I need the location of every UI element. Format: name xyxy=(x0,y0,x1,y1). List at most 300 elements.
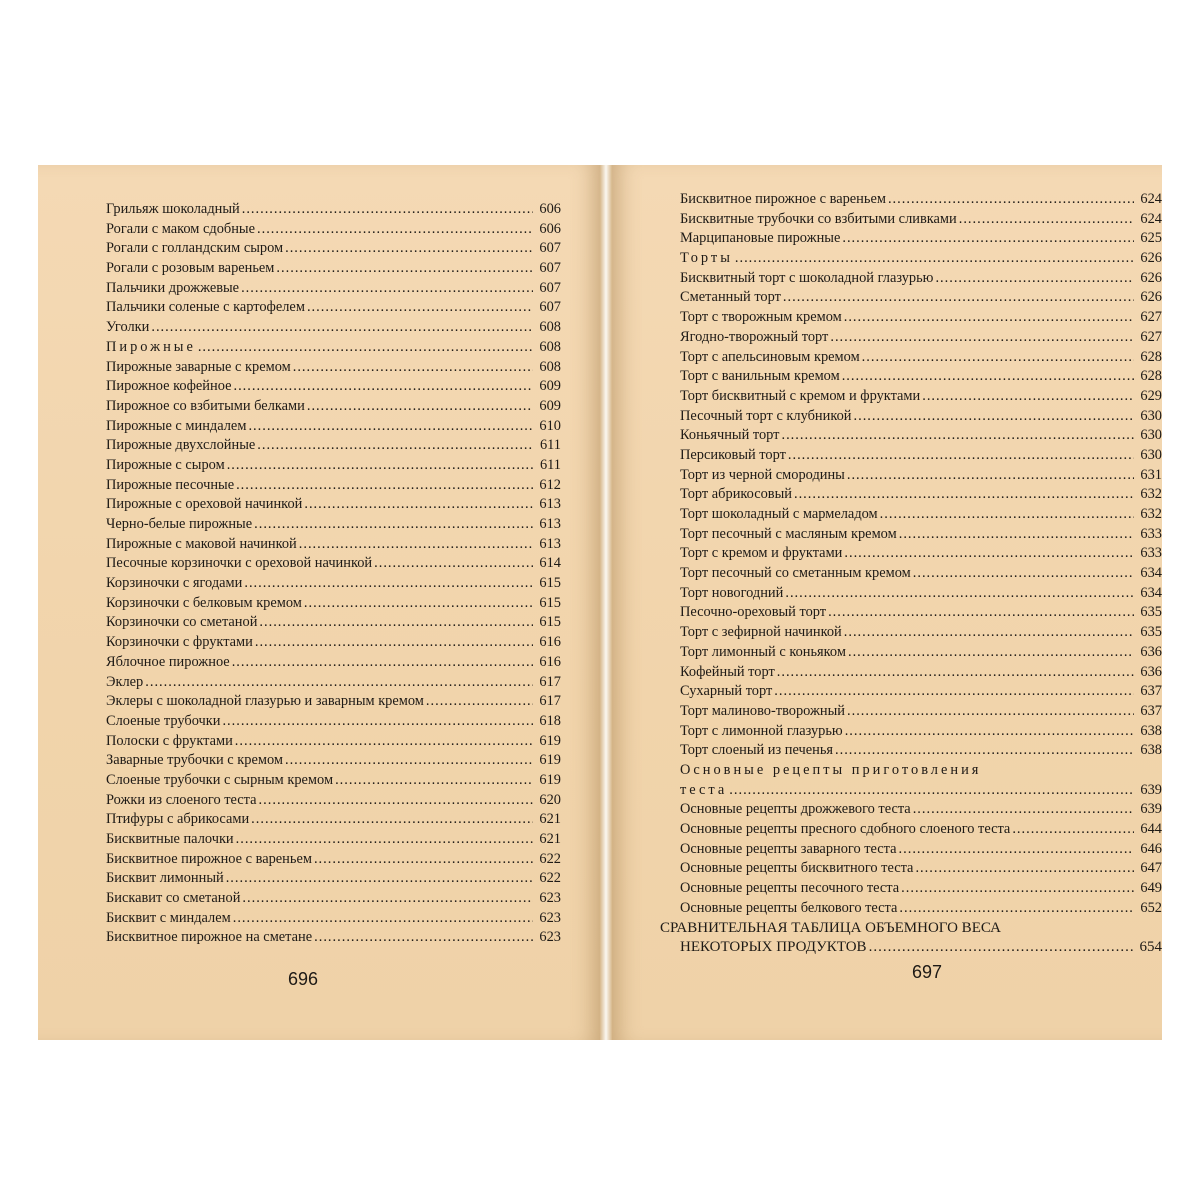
toc-entry xyxy=(680,702,1162,722)
toc-entry xyxy=(106,613,561,633)
toc-entry xyxy=(106,673,561,693)
toc-entry xyxy=(106,594,561,614)
toc-entry-page: 630 xyxy=(1140,446,1162,463)
toc-entry-page: 621 xyxy=(539,831,561,847)
leader-dots xyxy=(251,810,533,830)
toc-entry-title: Пальчики дрожжевые xyxy=(106,279,240,296)
toc-entry-title: Бисквит с миндалем xyxy=(106,909,231,926)
leader-dots xyxy=(285,751,533,771)
toc-entry-title: Торт с кремом и фруктами xyxy=(680,545,843,562)
leader-dots xyxy=(226,869,533,889)
toc-entry xyxy=(106,358,561,378)
toc-entry-page: 632 xyxy=(1140,486,1162,503)
leader-dots xyxy=(901,879,1134,899)
book-gutter xyxy=(600,165,612,1040)
toc-entry-page: 615 xyxy=(539,575,561,592)
leader-dots xyxy=(304,495,533,515)
leader-dots xyxy=(314,850,533,870)
leader-dots xyxy=(145,673,533,693)
toc-entry xyxy=(680,722,1162,742)
left-page xyxy=(38,165,600,1040)
toc-entry xyxy=(106,810,561,830)
toc-entry xyxy=(680,210,1162,230)
toc-entry xyxy=(680,840,1162,860)
leader-dots xyxy=(915,859,1134,879)
leader-dots xyxy=(248,417,533,437)
toc-entry-title: Пирожные заварные с кремом xyxy=(106,358,291,375)
toc-entry-page: 620 xyxy=(539,791,561,808)
toc-entry-page: 614 xyxy=(539,555,561,572)
leader-dots xyxy=(774,682,1134,702)
appendix-heading xyxy=(660,918,1162,958)
toc-entry-page: 613 xyxy=(539,516,561,532)
toc-entry-title: Корзиночки со сметаной xyxy=(106,614,258,631)
leader-dots xyxy=(259,791,533,811)
toc-entry xyxy=(106,850,561,870)
leader-dots xyxy=(257,436,533,456)
toc-entry-title: Основные рецепты песочного теста xyxy=(680,880,900,897)
leader-dots xyxy=(314,928,533,948)
leader-dots xyxy=(794,485,1134,505)
toc-entry xyxy=(680,859,1162,879)
toc-entry xyxy=(680,800,1162,820)
toc-entry-page: 625 xyxy=(1140,230,1162,247)
toc-entry-title: Песочный торт с клубникой xyxy=(680,407,852,424)
leader-dots xyxy=(257,220,533,240)
leader-dots xyxy=(304,594,533,614)
leader-dots xyxy=(854,407,1135,427)
toc-entry-title: Бисквитное пирожное с вареньем xyxy=(680,191,886,207)
leader-dots xyxy=(785,584,1134,604)
toc-entry-title: Торт бисквитный с кремом и фруктами xyxy=(680,387,921,404)
toc-entry xyxy=(680,426,1162,446)
right-table-of-contents xyxy=(660,190,1162,958)
leader-dots xyxy=(783,288,1134,308)
toc-entry xyxy=(680,367,1162,387)
leader-dots xyxy=(913,800,1134,820)
leader-dots xyxy=(235,732,533,752)
toc-entry-title: Бисквит лимонный xyxy=(106,870,224,887)
toc-entry xyxy=(680,269,1162,289)
leader-dots xyxy=(935,269,1134,289)
toc-entry-page: 623 xyxy=(539,929,561,946)
leader-dots xyxy=(844,623,1134,643)
leader-dots xyxy=(285,239,533,259)
toc-entry xyxy=(106,200,561,220)
leader-dots xyxy=(198,338,533,358)
leader-dots xyxy=(227,456,533,476)
toc-entry-title: Песочные корзиночки с ореховой начинкой xyxy=(106,555,373,572)
toc-entry-title: Кофейный торт xyxy=(680,663,775,680)
toc-entry-title: Торт лимонный с коньяком xyxy=(680,643,846,660)
toc-entry xyxy=(106,928,561,948)
toc-entry-title: Коньячный торт xyxy=(680,427,780,444)
toc-entry-page: 633 xyxy=(1140,525,1162,542)
left-table-of-contents xyxy=(106,200,561,948)
toc-entry xyxy=(106,279,561,299)
toc-entry xyxy=(680,564,1162,584)
toc-entry xyxy=(106,791,561,811)
toc-entry xyxy=(680,879,1162,899)
leader-dots xyxy=(830,328,1134,348)
page-number-left: 696 xyxy=(288,969,319,989)
toc-entry-title: Сухарный торт xyxy=(680,683,773,700)
toc-entry-title: Черно-белые пирожные xyxy=(106,516,253,532)
toc-entry-page: 649 xyxy=(1140,880,1162,897)
toc-entry xyxy=(106,653,561,673)
toc-entry xyxy=(680,505,1162,525)
leader-dots xyxy=(888,190,1134,210)
toc-entry-page: 611 xyxy=(539,437,561,454)
toc-entry xyxy=(106,869,561,889)
toc-entry-title: Пирожные с ореховой начинкой xyxy=(106,496,303,513)
leader-dots xyxy=(899,899,1134,919)
toc-entry-page: 631 xyxy=(1140,466,1162,483)
toc-entry xyxy=(106,298,561,318)
toc-entry xyxy=(106,220,561,240)
toc-entry-page: 627 xyxy=(1140,328,1162,345)
toc-entry-title: Пирожные с миндалем xyxy=(106,417,247,434)
toc-entry-page: 635 xyxy=(1140,624,1162,641)
leader-dots xyxy=(307,298,533,318)
appendix-page: 654 xyxy=(1139,939,1162,956)
toc-entry xyxy=(106,417,561,437)
leader-dots xyxy=(729,781,1134,801)
toc-entry xyxy=(680,348,1162,368)
toc-entry-title: Торт абрикосовый xyxy=(680,486,792,503)
toc-entry-title: Основные рецепты бисквитного теста xyxy=(680,860,914,877)
toc-entry-page: 613 xyxy=(539,535,561,552)
toc-entry-page: 634 xyxy=(1140,584,1162,601)
leader-dots xyxy=(242,200,533,220)
leader-dots xyxy=(374,554,533,574)
toc-entry-page: 607 xyxy=(539,299,561,316)
toc-entry-title: Бисквитные палочки xyxy=(106,831,234,847)
toc-entry-title: Бисквитный торт с шоколадной глазурью xyxy=(680,269,934,286)
section-title-line-1: Основные рецепты приготовления xyxy=(680,761,982,778)
toc-entry-title: Торт песочный с масляным кремом xyxy=(680,525,897,542)
toc-entry xyxy=(680,190,1162,210)
leader-dots xyxy=(844,308,1134,328)
toc-entry xyxy=(680,584,1162,604)
toc-entry-title: Слоеные трубочки с сырным кремом xyxy=(106,771,334,788)
toc-entry xyxy=(680,603,1162,623)
leader-dots xyxy=(236,476,533,496)
toc-entry-page: 636 xyxy=(1140,663,1162,680)
leader-dots xyxy=(735,249,1134,269)
toc-entry-page: 616 xyxy=(539,653,561,670)
page-number-right: 697 xyxy=(912,962,943,982)
right-page xyxy=(612,165,1162,1040)
toc-entry-title: Торт новогодний xyxy=(680,584,784,601)
toc-entry xyxy=(680,643,1162,663)
toc-entry-title: Основные рецепты заварного теста xyxy=(680,840,897,857)
toc-entry-page: 607 xyxy=(539,279,561,296)
toc-entry-page: 612 xyxy=(539,476,561,493)
toc-entry xyxy=(680,485,1162,505)
leader-dots xyxy=(848,643,1134,663)
toc-entry-title: Слоеные трубочки xyxy=(106,712,221,729)
toc-entry xyxy=(106,771,561,791)
leader-dots xyxy=(899,840,1134,860)
toc-entry-page: 623 xyxy=(539,890,561,907)
toc-entry-page: 608 xyxy=(539,319,561,336)
toc-entry xyxy=(106,574,561,594)
appendix-heading-entry xyxy=(660,938,1162,958)
toc-entry xyxy=(680,466,1162,486)
toc-entry-page: 633 xyxy=(1140,545,1162,562)
toc-entry-title: Торт шоколадный с мармеладом xyxy=(680,506,878,522)
toc-entry-title: Грильяж шоколадный xyxy=(106,201,240,217)
toc-entry-title: Бисквитное пирожное на сметане xyxy=(106,929,313,946)
toc-entry-title: Пальчики соленые с картофелем xyxy=(106,299,305,316)
leader-dots xyxy=(151,318,533,338)
toc-entry xyxy=(680,308,1162,328)
toc-entry xyxy=(106,456,561,476)
leader-dots xyxy=(899,525,1134,545)
toc-entry-page: 622 xyxy=(539,870,561,887)
toc-entry xyxy=(106,436,561,456)
toc-entry-title: Рогали с голландским сыром xyxy=(106,240,284,257)
toc-entry-title: Торт слоеный из печенья xyxy=(680,742,834,759)
toc-entry-title: Торт с апельсиновым кремом xyxy=(680,348,860,365)
toc-entry-title: Основные рецепты дрожжевого теста xyxy=(680,801,911,818)
toc-entry-page: 638 xyxy=(1140,742,1162,759)
toc-entry-page: 608 xyxy=(539,358,561,375)
toc-entry xyxy=(106,909,561,929)
leader-dots xyxy=(236,830,533,850)
toc-entry-page: 628 xyxy=(1140,368,1162,385)
toc-entry xyxy=(106,751,561,771)
toc-entry-page: 638 xyxy=(1140,722,1162,739)
leader-dots xyxy=(255,633,533,653)
toc-entry-page: 609 xyxy=(539,397,561,414)
toc-entry-page: 629 xyxy=(1140,387,1162,404)
toc-entry xyxy=(680,623,1162,643)
toc-entry xyxy=(106,712,561,732)
toc-entry xyxy=(106,318,561,338)
toc-entry xyxy=(680,407,1162,427)
toc-entry xyxy=(680,820,1162,840)
toc-entry-title: Торты xyxy=(680,250,733,267)
toc-entry-page: 639 xyxy=(1140,801,1162,818)
leader-dots xyxy=(222,712,533,732)
toc-entry-title: Уголки xyxy=(106,319,150,336)
toc-entry-page: 635 xyxy=(1140,604,1162,621)
leader-dots xyxy=(845,722,1134,742)
toc-entry xyxy=(106,830,561,850)
book-spread xyxy=(38,165,1162,1040)
leader-dots xyxy=(781,426,1134,446)
toc-entry-title: Пирожное со взбитыми белками xyxy=(106,397,305,414)
leader-dots xyxy=(844,544,1134,564)
toc-entry xyxy=(680,663,1162,683)
appendix-heading-line-2: НЕКОТОРЫХ ПРОДУКТОВ xyxy=(680,939,867,956)
leader-dots xyxy=(828,603,1134,623)
toc-entry xyxy=(680,741,1162,761)
toc-entry-title: Ягодно-творожный торт xyxy=(680,328,829,345)
leader-dots xyxy=(880,505,1134,525)
leader-dots xyxy=(307,397,533,417)
toc-entry-title: Пирожные песочные xyxy=(106,476,235,493)
toc-entry-title: Эклер xyxy=(106,673,144,690)
toc-entry-title: Яблочное пирожное xyxy=(106,653,230,670)
toc-entry xyxy=(680,899,1162,919)
toc-entry xyxy=(106,633,561,653)
leader-dots xyxy=(242,889,533,909)
toc-entry xyxy=(106,515,561,535)
leader-dots xyxy=(276,259,533,279)
toc-entry-title: Корзиночки с ягодами xyxy=(106,575,243,592)
toc-entry xyxy=(106,397,561,417)
leader-dots xyxy=(233,909,533,929)
toc-entry-page: 627 xyxy=(1140,309,1162,326)
leader-dots xyxy=(335,771,533,791)
toc-entry-title: Рогали с маком сдобные xyxy=(106,220,255,237)
toc-entry-page: 626 xyxy=(1140,269,1162,286)
toc-entry-title: Торт с творожным кремом xyxy=(680,309,842,326)
toc-entry-page: 617 xyxy=(539,673,561,690)
toc-entry xyxy=(680,288,1162,308)
leader-dots xyxy=(842,229,1134,249)
toc-entry-page: 624 xyxy=(1140,210,1162,227)
toc-entry-page: 609 xyxy=(539,378,561,395)
toc-entry-page: 634 xyxy=(1140,565,1162,582)
leader-dots xyxy=(244,574,533,594)
toc-entry-title: Песочно-ореховый торт xyxy=(680,604,827,621)
toc-entry-title: Персиковый торт xyxy=(680,446,786,463)
leader-dots xyxy=(862,348,1134,368)
toc-entry-title: Полоски с фруктами xyxy=(106,732,233,749)
leader-dots xyxy=(777,663,1134,683)
toc-entry-page: 630 xyxy=(1140,407,1162,424)
toc-entry xyxy=(106,889,561,909)
toc-entry-page: 619 xyxy=(539,771,561,788)
toc-entry-title: Пирожные с сыром xyxy=(106,456,225,473)
toc-entry xyxy=(680,544,1162,564)
toc-entry-page: 644 xyxy=(1140,821,1162,837)
leader-dots xyxy=(259,613,533,633)
leader-dots xyxy=(299,535,533,555)
toc-entry xyxy=(106,692,561,712)
appendix-heading-line-1: СРАВНИТЕЛЬНАЯ ТАБЛИЦА ОБЪЕМНОГО ВЕСА xyxy=(660,920,1001,937)
toc-entry-title: Бисквитное пирожное с вареньем xyxy=(106,850,312,867)
toc-entry xyxy=(106,476,561,496)
toc-entry-title: Корзиночки с фруктами xyxy=(106,634,253,651)
leader-dots xyxy=(913,564,1134,584)
toc-entry-title: Птифуры с абрикосами xyxy=(106,811,250,828)
toc-entry xyxy=(680,525,1162,545)
leader-dots xyxy=(847,702,1134,722)
toc-entry-page: 610 xyxy=(539,417,561,434)
toc-entry-title: Торт из черной смородины xyxy=(680,466,845,483)
toc-entry xyxy=(680,446,1162,466)
toc-entry-page: 632 xyxy=(1140,506,1162,522)
toc-entry xyxy=(106,377,561,397)
toc-entry xyxy=(106,732,561,752)
leader-dots xyxy=(842,367,1134,387)
leader-dots xyxy=(959,210,1134,230)
toc-entry-title: Торт с лимонной глазурью xyxy=(680,722,843,739)
toc-entry-title: Пирожные с маковой начинкой xyxy=(106,535,297,552)
toc-entry-page: 608 xyxy=(539,338,561,355)
toc-entry-page: 626 xyxy=(1140,250,1162,267)
toc-entry-title: Сметанный торт xyxy=(680,289,781,306)
leader-dots xyxy=(241,279,533,299)
toc-entry xyxy=(106,338,561,358)
toc-entry-page: 623 xyxy=(539,909,561,926)
toc-entry-title: Рожки из слоеного теста xyxy=(106,791,257,808)
toc-entry-title: Торт с ванильным кремом xyxy=(680,368,840,385)
toc-entry-page: 607 xyxy=(539,240,561,257)
toc-entry-title: Пирожные xyxy=(106,338,196,355)
toc-entry xyxy=(106,239,561,259)
toc-entry-page: 626 xyxy=(1140,289,1162,306)
toc-entry-page: 611 xyxy=(539,456,561,473)
toc-entry-page: 622 xyxy=(539,850,561,867)
toc-entry-page: 619 xyxy=(539,732,561,749)
leader-dots xyxy=(1012,820,1134,840)
leader-dots xyxy=(293,358,533,378)
toc-entry-page: 647 xyxy=(1140,860,1162,877)
toc-entry-page: 615 xyxy=(539,614,561,631)
leader-dots xyxy=(426,692,533,712)
toc-entry-page: 606 xyxy=(539,201,561,217)
toc-entry-page: 606 xyxy=(539,220,561,237)
leader-dots xyxy=(788,446,1134,466)
toc-entry xyxy=(106,535,561,555)
toc-entry-page: 646 xyxy=(1140,840,1162,857)
toc-entry-page: 621 xyxy=(539,811,561,828)
section-title-entry xyxy=(680,781,1162,801)
toc-entry xyxy=(680,229,1162,249)
toc-entry xyxy=(680,387,1162,407)
toc-entry-title: Основные рецепты белкового теста xyxy=(680,899,898,916)
toc-entry xyxy=(680,249,1162,269)
toc-entry-page: 652 xyxy=(1140,899,1162,916)
right-entries-group xyxy=(680,190,1162,761)
toc-entry-page: 607 xyxy=(539,260,561,277)
toc-entry-title: Основные рецепты пресного сдобного слоеного теста xyxy=(680,821,1011,837)
toc-entry-page: 616 xyxy=(539,634,561,651)
toc-entry-page: 630 xyxy=(1140,427,1162,444)
toc-entry-title: Корзиночки с белковым кремом xyxy=(106,594,302,611)
toc-entry xyxy=(680,682,1162,702)
toc-entry-page: 624 xyxy=(1140,191,1162,207)
toc-entry-page: 617 xyxy=(539,693,561,710)
recipes-entries-group xyxy=(680,800,1162,918)
toc-entry-title: Заварные трубочки с кремом xyxy=(106,752,283,769)
toc-entry-title: Бисквитные трубочки со взбитыми сливками xyxy=(680,210,957,227)
section-page: 639 xyxy=(1140,781,1162,798)
toc-entry-page: 613 xyxy=(539,496,561,513)
leader-dots xyxy=(232,653,533,673)
toc-entry-page: 636 xyxy=(1140,643,1162,660)
toc-entry-title: Пирожное кофейное xyxy=(106,378,232,395)
leader-dots xyxy=(233,377,533,397)
toc-entry-page: 637 xyxy=(1140,702,1162,719)
leader-dots xyxy=(835,741,1134,761)
toc-entry-title: Торт малиново-творожный xyxy=(680,702,846,719)
toc-entry-title: Марципановые пирожные xyxy=(680,230,841,247)
toc-entry-title: Рогали с розовым вареньем xyxy=(106,260,275,277)
toc-entry-page: 637 xyxy=(1140,683,1162,700)
toc-entry-title: Пирожные двухслойные xyxy=(106,437,256,454)
toc-entry xyxy=(106,259,561,279)
leader-dots xyxy=(869,938,1134,958)
toc-entry-page: 615 xyxy=(539,594,561,611)
toc-entry-page: 628 xyxy=(1140,348,1162,365)
